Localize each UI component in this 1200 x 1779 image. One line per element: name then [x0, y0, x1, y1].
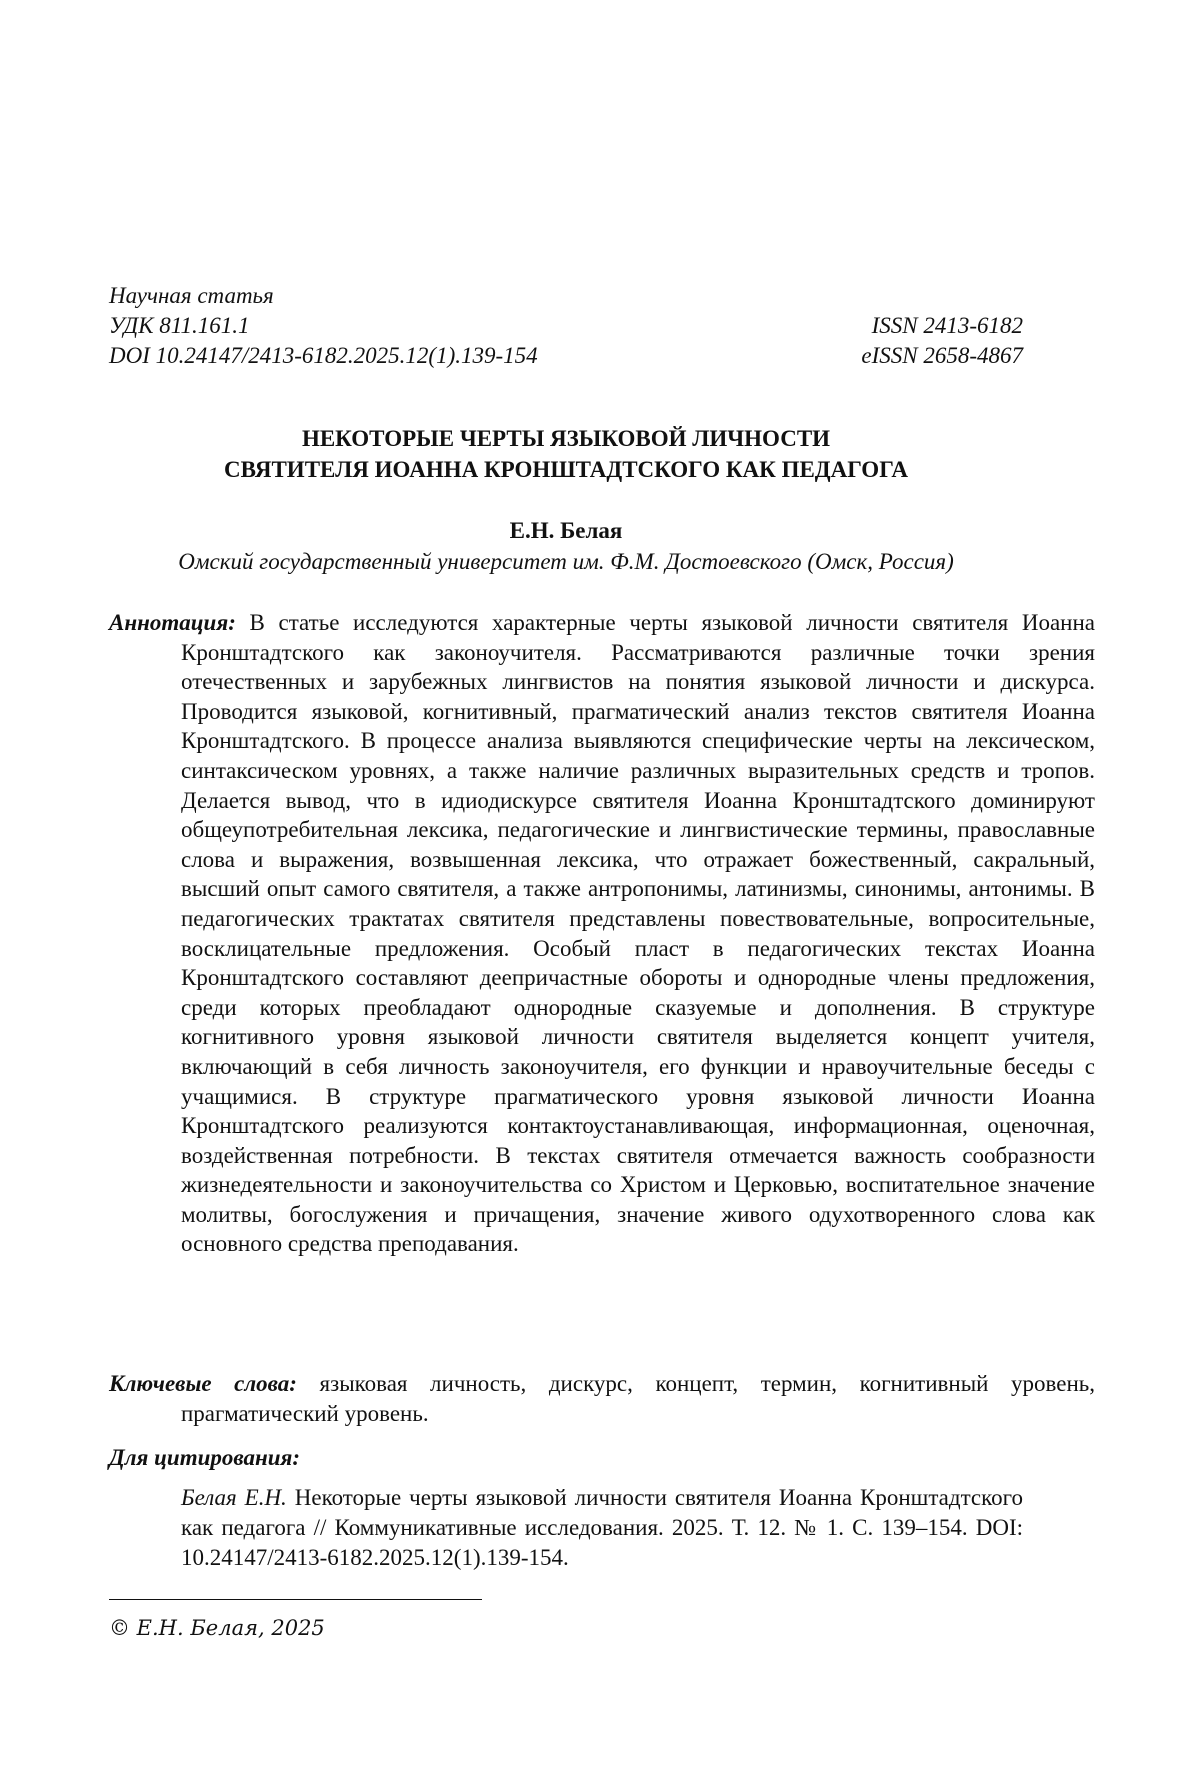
title-line-2: СВЯТИТЕЛЯ ИОАННА КРОНШТАДТСКОГО КАК ПЕДАГОГА	[224, 457, 908, 482]
eissn: eISSN 2658-4867	[861, 343, 1023, 368]
article-title	[109, 423, 1023, 485]
citation-text	[181, 1483, 1023, 1573]
abstract-label: Аннотация:	[109, 610, 236, 635]
author-name: Е.Н. Белая	[509, 518, 623, 543]
footnote-rule	[109, 1599, 482, 1600]
doi: DOI 10.24147/2413-6182.2025.12(1).139-154	[109, 343, 538, 368]
keywords-text: языковая личность, дискурс, концепт, термин, когнитивный уровень, прагматический уровень.	[181, 1371, 1095, 1426]
citation-reference: Некоторые черты языковой личности святителя Иоанна Кронштадтского как педагога // Коммуникативные исследования. 2025. Т. 12. № 1. С. 139–154. DOI: 10.24147/2413-6182.2025.12(1).139-154.	[181, 1485, 1023, 1570]
doi-eissn-row	[109, 341, 1023, 371]
keywords	[109, 1369, 1095, 1428]
abstract-text: В статье исследуются характерные черты языковой личности святителя Иоанна Кронштадтского как законоучителя. Рассматриваются различные точки зрения отечественных и зарубежных лингвистов на понятия языковой личности и дискурса. Проводится языковой, когнитивный, прагматический анализ текстов святителя Иоанна Кронштадтского. В процессе анализа выявляются специфические черты на лексическом, синтаксическом уровнях, а также наличие различных выразительных средств и тропов. Делается вывод, что в идиодискурсе святителя Иоанна Кронштадтского доминируют общеупотребительная лексика, педагогические и лингвистические термины, православные слова и выражения, возвышенная лексика, что отражает божественный, сакральный, высший опыт самого святителя, а также антропонимы, латинизмы, синонимы, антонимы. В педагогических трактатах святителя представлены повествовательные, вопросительные, восклицательные предложения. Особый пласт в педагогических текстах Иоанна Кронштадтского составляют деепричастные обороты и однородные члены предложения, среди которых преобладают однородные сказуемые и дополнения. В структуре когнитивного уровня языковой личности святителя выделяется концепт учителя, включающий в себя личность законоучителя, его функции и нравоучительные беседы с учащимися. В структуре прагматического уровня языковой личности Иоанна Кронштадтского реализуются контактоустанавливающая, информационная, оценочная, воздейственная потребности. В текстах святителя отмечается важность сообразности жизнедеятельности и законоучительства со Христом и Церковью, воспитательное значение молитвы, богослужения и причащения, значение живого одухотворенного слова как основного средства преподавания.	[181, 610, 1096, 1257]
article-type	[109, 281, 1023, 311]
citation-label: Для цитирования:	[109, 1445, 301, 1470]
title-line-1: НЕКОТОРЫЕ ЧЕРТЫ ЯЗЫКОВОЙ ЛИЧНОСТИ	[301, 426, 831, 451]
keywords-label: Ключевые слова:	[109, 1371, 297, 1396]
article-type-text: Научная статья	[109, 283, 274, 308]
udk-issn-row	[109, 311, 1023, 341]
abstract	[109, 608, 1095, 1259]
udk: УДК 811.161.1	[109, 313, 250, 338]
author-affiliation: Омский государственный университет им. Ф.М. Достоевского (Омск, Россия)	[178, 549, 954, 574]
issn: ISSN 2413-6182	[871, 313, 1023, 338]
copyright: © Е.Н. Белая, 2025	[109, 1616, 325, 1640]
citation-author: Белая Е.Н.	[181, 1485, 287, 1510]
